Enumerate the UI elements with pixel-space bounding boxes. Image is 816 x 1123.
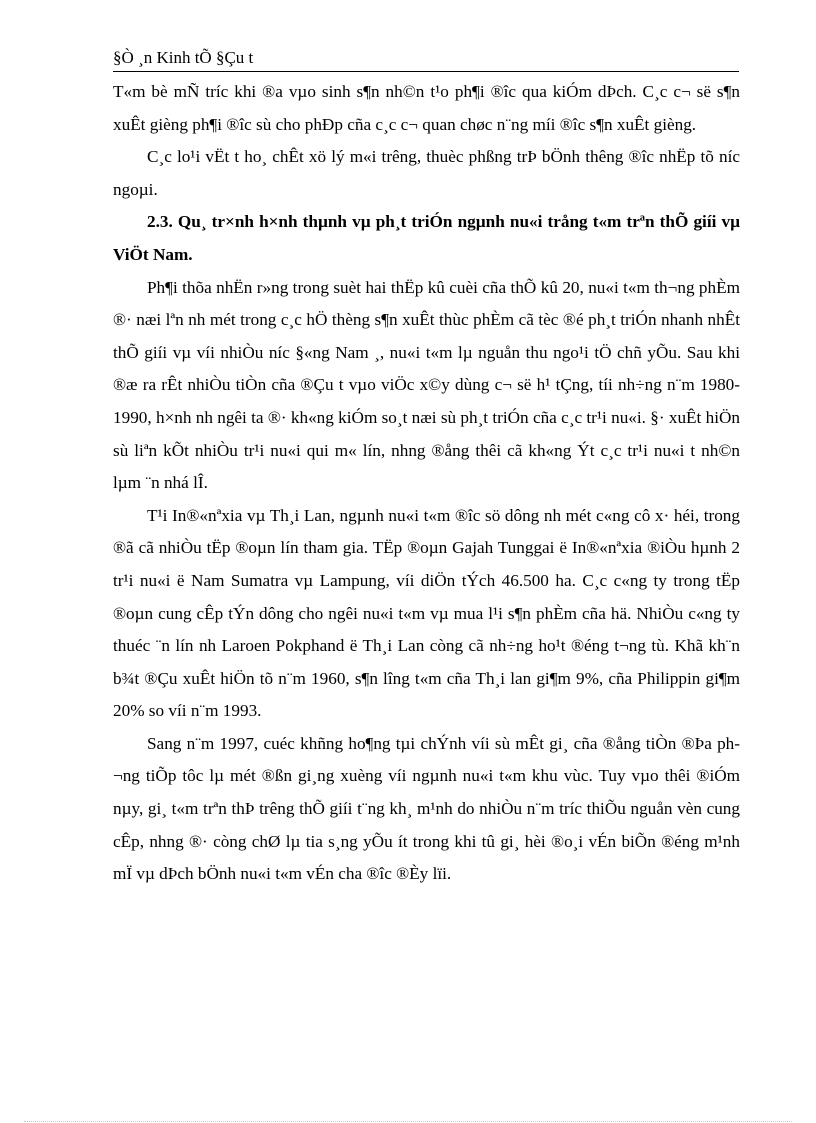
- paragraph-continuation: T«m bè mÑ tríc khi ®a vµo sinh s¶n nh©n t¹o ph¶i ®îc qua kiÓm dÞch. C¸c c¬ së s¶n xuÊt gièng ph¶i ®îc sù cho phÐp cña c¸c c¬ quan chøc n¨ng míi ®îc s¶n xuÊt gièng.: [113, 82, 740, 134]
- page-header: §Ò ¸n Kinh tÕ §Çu t: [113, 48, 254, 67]
- paragraph: Sang n¨m 1997, cuéc khñng ho¶ng tµi chÝnh víi sù mÊt gi¸ cña ®ång tiÒn ®Þa ph¬ng tiÕp tôc lµ mét ®ßn gi¸ng xuèng víi ngµnh nu«i t«m khu vùc. Tuy vµo thêi ®iÓm nµy, gi¸ t«m trªn thÞ trêng thÕ giíi t¨ng kh¸ m¹nh do nhiÒu n¨m tríc thiÕu nguån vèn cung cÊp, nhng ®· còng chØ lµ tia s¸ng yÕu ít trong khi tû gi¸ hèi ®o¸i vÉn biÕn ®éng m¹nh mÏ vµ dÞch bÖnh nu«i t«m vÉn cha ®îc ®Èy lïi.: [113, 733, 740, 884]
- paragraph: C¸c lo¹i vËt t ho¸ chÊt xö lý m«i trêng, thuèc phßng trÞ bÖnh thêng ®îc nhËp tõ níc ngoµi.: [113, 147, 740, 199]
- header-divider: [113, 71, 739, 72]
- document-body: [113, 76, 740, 891]
- paragraph: T¹i In®«nªxia vµ Th¸i Lan, ngµnh nu«i t«m ®îc sö dông nh mét c«ng cô x· héi, trong ®ã cã nhiÒu tËp ®oµn lín tham gia. TËp ®oµn Gajah Tunggai ë In®«nªxia ®iÒu hµnh 2 tr¹i nu«i ë Nam Sumatra vµ Lampung, víi diÖn tÝch 46.500 ha. C¸c c«ng ty trong tËp ®oµn cung cÊp tÝn dông cho ngêi nu«i t«m vµ mua l¹i s¶n phÈm cña hä. NhiÒu c«ng ty thuéc ¨n lín nh Laroen Pokphand ë Th¸i Lan còng cã nh÷ng ho¹t ®éng t¬ng tù. Khã kh¨n b¾t ®Çu xuÊt hiÖn tõ n¨m 1960, s¶n lîng t«m cña Th¸i lan gi¶m 9%, cña Philippin gi¶m 20% so víi n¨m 1993.: [113, 505, 740, 721]
- paragraph: Ph¶i thõa nhËn r»ng trong suèt hai thËp kû cuèi cña thÕ kû 20, nu«i t«m th¬ng phÈm ®· næi lªn nh mét trong c¸c hÖ thèng s¶n xuÊt thùc phÈm cã tèc ®é ph¸t triÓn nhanh nhÊt thÕ giíi vµ víi nhiÒu níc §«ng Nam ¸, nu«i t«m lµ nguån thu ngo¹i tÖ chñ yÕu. Sau khi ®æ ra rÊt nhiÒu tiÒn cña ®Çu t vµo viÖc x©y dùng c¬ së h¹ tÇng, tíi nh÷ng n¨m 1980-1990, h×nh nh ngêi ta ®· kh«ng kiÓm so¸t næi sù ph¸t triÓn cña c¸c tr¹i nu«i. §· xuÊt hiÖn sù liªn kÕt nhiÒu tr¹i nu«i qui m« lín, nhng ®ång thêi cã kh«ng Ýt c¸c tr¹i nu«i t nh©n lµm ¨n nhá lÎ.: [113, 277, 740, 493]
- section-heading: 2.3. Qu¸ tr×nh h×nh thµnh vµ ph¸t triÓn ngµnh nu«i trång t«m trªn thÕ giíi vµ ViÖt Nam.: [113, 212, 740, 264]
- page-bottom-border: [24, 1121, 792, 1122]
